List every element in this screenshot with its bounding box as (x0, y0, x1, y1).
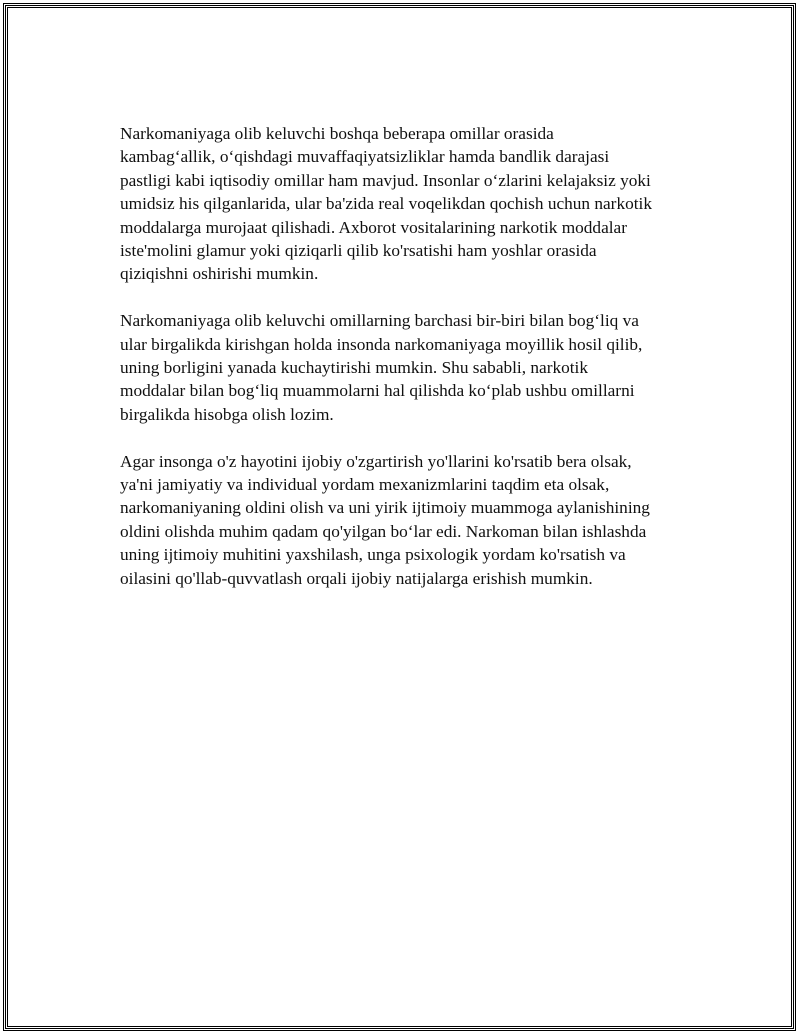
text-line: oilasini qo'llab-quvvatlash orqali ijobiy natijalarga erishish mumkin. (120, 568, 593, 588)
text-line: birgalikda hisobga olish lozim. (120, 404, 334, 424)
text-line: uning ijtimoiy muhitini yaxshilash, unga psixologik yordam ko'rsatish va (120, 545, 626, 565)
text-line: uning borligini yanada kuchaytirishi mumkin. Shu sababli, narkotik (120, 358, 588, 378)
text-line: umidsiz his qilganlarida, ular ba'zida real voqelikdan qochish uchun narkotik (120, 194, 652, 214)
text-line: moddalar bilan bog‘liq muammolarni hal qilishda ko‘plab ushbu omillarni (120, 381, 635, 401)
text-line: Narkomaniyaga olib keluvchi omillarning barchasi bir-biri bilan bog‘liq va (120, 311, 639, 331)
text-line: qiziqishni oshirishi mumkin. (120, 264, 319, 284)
page-frame (3, 3, 796, 1031)
text-line: oldini olishda muhim qadam qo'yilgan bo‘lar edi. Narkoman bilan ishlashda (120, 521, 647, 541)
text-line: kambag‘allik, o‘qishdagi muvaffaqiyatsizliklar hamda bandlik darajasi (120, 147, 610, 167)
text-line: Agar insonga o'z hayotini ijobiy o'zgartirish yo'llarini ko'rsatib bera olsak, (120, 451, 632, 471)
text-line: iste'molini glamur yoki qiziqarli qilib ko'rsatishi ham yoshlar orasida (120, 241, 597, 261)
document-body (120, 122, 700, 613)
text-line: pastligi kabi iqtisodiy omillar ham mavjud. Insonlar o‘zlarini kelajaksiz yoki (120, 170, 651, 190)
text-line: ular birgalikda kirishgan holda insonda narkomaniyaga moyillik hosil qilib, (120, 334, 643, 354)
text-line: ya'ni jamiyatiy va individual yordam mexanizmlarini taqdim eta olsak, (120, 475, 610, 495)
text-line: narkomaniyaning oldini olish va uni yirik ijtimoiy muammoga aylanishining (120, 498, 650, 518)
text-line: moddalarga murojaat qilishadi. Axborot vositalarining narkotik moddalar (120, 217, 627, 237)
paragraph-1 (120, 122, 700, 286)
paragraph-3 (120, 450, 700, 590)
text-line: Narkomaniyaga olib keluvchi boshqa beberapa omillar orasida (120, 124, 554, 143)
paragraph-2 (120, 309, 700, 426)
